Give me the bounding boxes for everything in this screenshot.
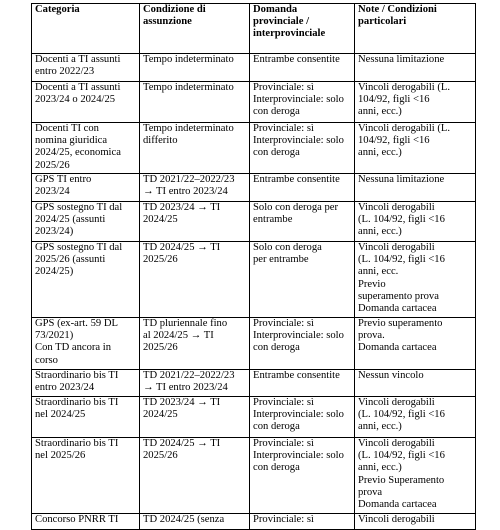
cell-domanda: Provinciale: sì — [250, 514, 355, 530]
cell-domanda: Provinciale: sì Interprovinciale: solo con deroga — [250, 397, 355, 438]
header-categoria: Categoria — [32, 4, 140, 54]
cell-domanda: Provinciale: sì Interprovinciale: solo con deroga — [250, 318, 355, 370]
cell-categoria: Straordinario bis TI nel 2025/26 — [32, 438, 140, 514]
cell-domanda: Entrambe consentite — [250, 174, 355, 202]
cell-condizione: TD 2024/25 → TI 2025/26 — [140, 438, 250, 514]
cell-domanda: Solo con deroga per entrambe — [250, 242, 355, 318]
cell-note: Vincoli derogabili (L. 104/92, figli <16 anni, ecc. Previo superamento prova Domanda cartacea — [355, 242, 476, 318]
cell-categoria: Concorso PNRR TI — [32, 514, 140, 530]
cell-domanda: Provinciale: sì Interprovinciale: solo con deroga — [250, 82, 355, 123]
cell-note: Vincoli derogabili (L. 104/92, figli <16 anni, ecc.) — [355, 123, 476, 174]
cell-categoria: Straordinario bis TI entro 2023/24 — [32, 370, 140, 397]
cell-note: Nessuna limitazione — [355, 54, 476, 82]
cell-condizione: Tempo indeterminato differito — [140, 123, 250, 174]
cell-condizione: TD 2023/24 → TI 2024/25 — [140, 202, 250, 242]
cell-note: Nessun vincolo — [355, 370, 476, 397]
cell-domanda: Provinciale: sì Interprovinciale: solo con deroga — [250, 123, 355, 174]
table-row — [32, 123, 476, 174]
cell-condizione: TD 2021/22–2022/23 → TI entro 2023/24 — [140, 370, 250, 397]
cell-domanda: Entrambe consentite — [250, 370, 355, 397]
cell-note: Vincoli derogabili (L. 104/92, figli <16 anni, ecc.) — [355, 202, 476, 242]
table-row — [32, 174, 476, 202]
cell-condizione: TD 2021/22–2022/23 → TI entro 2023/24 — [140, 174, 250, 202]
table-row — [32, 54, 476, 82]
cell-categoria: GPS sostegno TI dal 2025/26 (assunti 2024/25) — [32, 242, 140, 318]
header-note: Note / Condizioni particolari — [355, 4, 476, 54]
table-row — [32, 242, 476, 318]
table-row — [32, 514, 476, 530]
header-domanda: Domanda provinciale / interprovinciale — [250, 4, 355, 54]
cell-categoria: Docenti TI con nomina giuridica 2024/25, economica 2025/26 — [32, 123, 140, 174]
table-row — [32, 202, 476, 242]
cell-condizione: TD pluriennale fino al 2024/25 → TI 2025/26 — [140, 318, 250, 370]
table-row — [32, 397, 476, 438]
cell-note: Previo superamento prova. Domanda cartacea — [355, 318, 476, 370]
cell-domanda: Entrambe consentite — [250, 54, 355, 82]
cell-note: Nessuna limitazione — [355, 174, 476, 202]
header-condizione: Condizione di assunzione — [140, 4, 250, 54]
cell-categoria: Docenti a TI assunti entro 2022/23 — [32, 54, 140, 82]
cell-categoria: GPS sostegno TI dal 2024/25 (assunti 2023/24) — [32, 202, 140, 242]
cell-condizione: TD 2024/25 (senza — [140, 514, 250, 530]
cell-categoria: Docenti a TI assunti 2023/24 o 2024/25 — [32, 82, 140, 123]
cell-note: Vincoli derogabili (L. 104/92, figli <16 anni, ecc.) Previo Superamento prova Domanda cartacea — [355, 438, 476, 514]
cell-condizione: TD 2024/25 → TI 2025/26 — [140, 242, 250, 318]
table-row — [32, 318, 476, 370]
cell-domanda: Solo con deroga per entrambe — [250, 202, 355, 242]
cell-condizione: Tempo indeterminato — [140, 82, 250, 123]
cell-condizione: TD 2023/24 → TI 2024/25 — [140, 397, 250, 438]
cell-domanda: Provinciale: sì Interprovinciale: solo con deroga — [250, 438, 355, 514]
cell-note: Vincoli derogabili — [355, 514, 476, 530]
cell-categoria: Straordinario bis TI nel 2024/25 — [32, 397, 140, 438]
cell-condizione: Tempo indeterminato — [140, 54, 250, 82]
table-row — [32, 438, 476, 514]
cell-note: Vincoli derogabili (L. 104/92, figli <16 anni, ecc.) — [355, 397, 476, 438]
table-row — [32, 82, 476, 123]
table-row — [32, 370, 476, 397]
rules-table — [31, 3, 476, 530]
cell-categoria: GPS (ex-art. 59 DL 73/2021) Con TD ancora in corso — [32, 318, 140, 370]
cell-categoria: GPS TI entro 2023/24 — [32, 174, 140, 202]
header-row — [32, 4, 476, 54]
cell-note: Vincoli derogabili (L. 104/92, figli <16 anni, ecc.) — [355, 82, 476, 123]
